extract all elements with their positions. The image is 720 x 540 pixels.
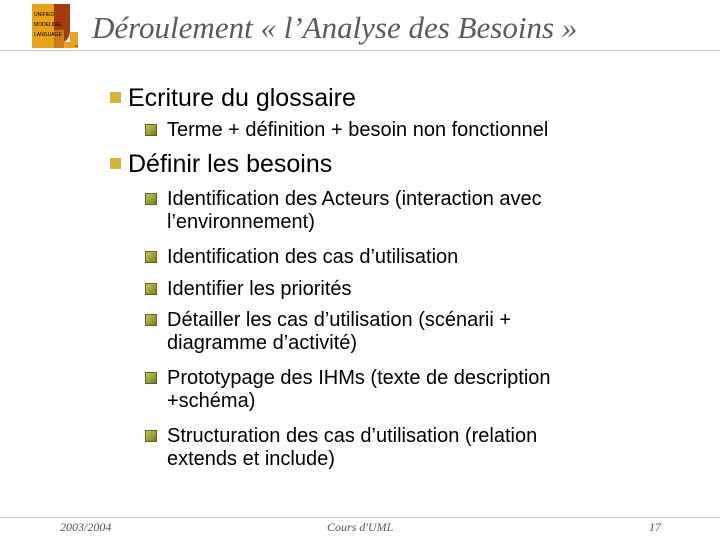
square-bullet-icon	[145, 251, 157, 263]
section-label: Ecriture du glossaire	[128, 84, 356, 112]
footer-date: 2003/2004	[60, 520, 112, 534]
list-item-text: Terme + définition + besoin non fonctionnel	[167, 119, 549, 141]
svg-text:UNIFIED: UNIFIED	[34, 12, 54, 18]
svg-text:MODELING: MODELING	[34, 22, 61, 28]
square-bullet-icon	[110, 158, 121, 169]
square-bullet-icon	[145, 372, 157, 384]
footer-course: Cours d'UML	[327, 520, 394, 534]
list-item-text: Structuration des cas d’utilisation (relation extends et include)	[167, 425, 538, 470]
square-bullet-icon	[145, 193, 157, 205]
square-bullet-icon	[145, 283, 157, 295]
svg-text:LANGUAGE: LANGUAGE	[34, 32, 62, 38]
footer-page-number: 17	[649, 520, 661, 534]
list-item-text: Identifier les priorités	[167, 278, 352, 300]
list-item-text: Détailler les cas d’utilisation (scénarii + diagramme d’activité)	[167, 309, 512, 354]
list-item-text: Prototypage des IHMs (texte de description +schéma)	[167, 367, 551, 412]
list-item-text: Identification des Acteurs (interaction avec l’environnement)	[167, 188, 542, 233]
slide-title: Déroulement « l’Analyse des Besoins »	[92, 10, 578, 45]
section-label: Définir les besoins	[128, 150, 333, 178]
square-bullet-icon	[145, 314, 157, 326]
square-bullet-icon	[110, 92, 121, 103]
svg-text:™: ™	[74, 44, 78, 49]
square-bullet-icon	[145, 430, 157, 442]
list-item-text: Identification des cas d’utilisation	[167, 246, 459, 268]
footer-divider	[0, 517, 720, 518]
square-bullet-icon	[145, 124, 157, 136]
